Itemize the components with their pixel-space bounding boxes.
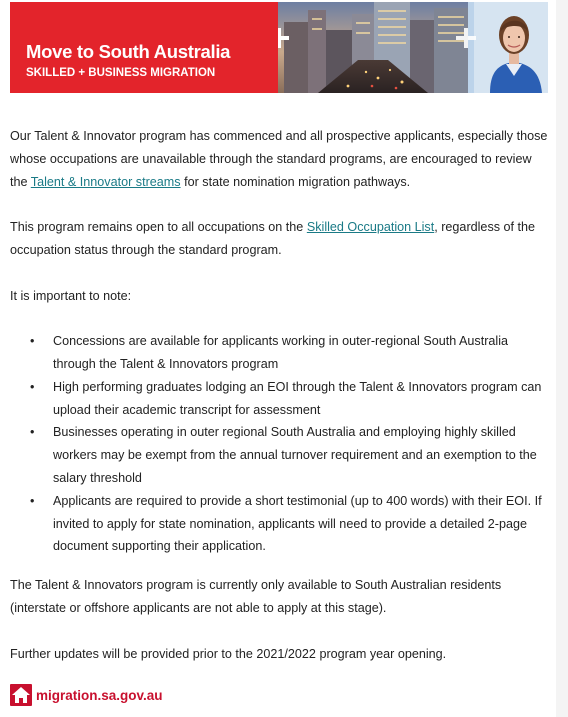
program-open-text-end: , regardless of the occupation status through the standard program. <box>10 220 536 257</box>
note-intro: It is important to note: <box>10 288 132 303</box>
list-item: • High performing graduates lodging an EOI through the Talent & Innovators program can upload their academic transcript for assessment <box>10 376 548 422</box>
list-item: • Businesses operating in outer regional South Australia and employing highly skilled workers may be exempt from the annual turnover requirement and an exemption to the salary threshold <box>10 421 548 489</box>
program-open-text: This program remains open to all occupations on the <box>10 220 307 235</box>
message-body <box>10 125 548 665</box>
banner-title: Move to South Australia <box>26 41 231 62</box>
intro-text: Our Talent & Innovator program has commenced and all prospective applicants, especially those whose occupations are unavailable through the standard programs, are encouraged to review the <box>10 129 548 189</box>
talent-innovator-streams-link[interactable]: Talent & Innovator streams <box>30 174 181 189</box>
footer-logo[interactable] <box>10 682 163 708</box>
list-item: • Concessions are available for applicants working in outer-regional South Australia through the Talent & Innovators program <box>10 330 548 376</box>
footer-logo-text: migration.sa.gov.au <box>36 687 163 703</box>
skilled-occupation-list-link[interactable]: Skilled Occupation List <box>306 220 435 235</box>
banner-subtitle: SKILLED + BUSINESS MIGRATION <box>26 67 216 79</box>
intro-text-end: for state nomination migration pathways. <box>180 174 411 189</box>
list-item: • Applicants are required to provide a short testimonial (up to 400 words) with their EOI. If invited to apply for state nomination, applicants will need to provide a detailed 2-page document supporting their application. <box>10 490 548 558</box>
banner-photo <box>278 2 548 93</box>
house-icon <box>10 684 32 706</box>
notes-list <box>10 330 548 558</box>
banner-text <box>26 41 230 81</box>
residents-paragraph: The Talent & Innovators program is currently only available to South Australian residents (interstate or offshore applicants are not able to apply at this stage). <box>10 578 502 615</box>
program-open-paragraph <box>10 216 548 262</box>
updates-paragraph: Further updates will be provided prior to the 2021/2022 program year opening. <box>10 646 447 661</box>
header-banner <box>10 2 548 93</box>
intro-paragraph <box>10 125 548 193</box>
scrollbar-track[interactable] <box>556 0 568 717</box>
